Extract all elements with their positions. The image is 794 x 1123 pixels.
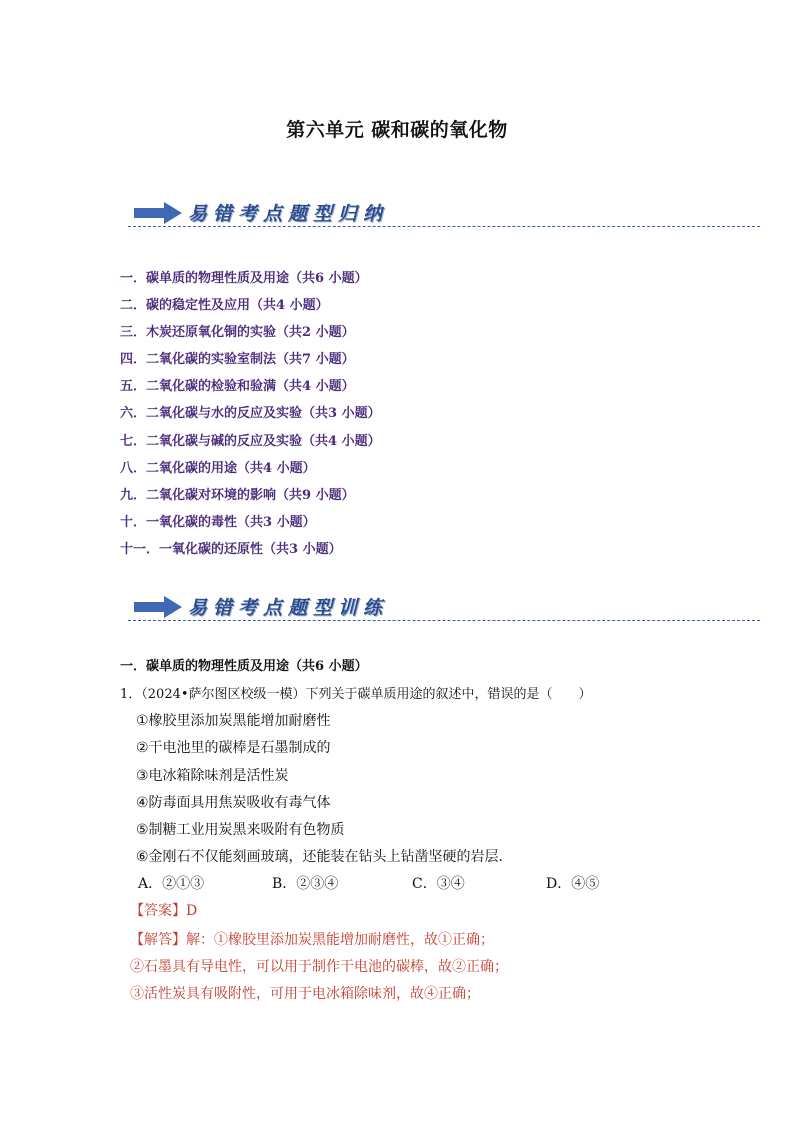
topic-item: 八．二氧化碳的用途（共4 小题） [120,460,316,476]
choice-b[interactable]: B．②③④ [272,876,339,892]
topic-item: 六．二氧化碳与水的反应及实验（共3 小题） [120,406,381,422]
statement-item: ⑤制糖工业用炭黑来吸附有色物质 [136,822,345,839]
topic-item: 四．二氧化碳的实验室制法（共7 小题） [120,352,355,368]
statement-item: ①橡胶里添加炭黑能增加耐磨性 [136,713,331,729]
topic-item: 十一．一氧化碳的还原性（共3 小题） [120,541,342,557]
section-banner-practice [128,590,760,630]
topic-item: 二．碳的稳定性及应用（共4 小题） [120,298,329,314]
statement-item: ③电冰箱除味剂是活性炭 [136,767,289,784]
dashed-divider [128,620,760,621]
statement-list [136,710,513,874]
arrow-right-icon [134,202,182,224]
topic-item: 七．二氧化碳与碱的反应及实验（共4 小题） [120,433,381,449]
choice-a[interactable]: A．②①③ [138,876,205,892]
topic-item: 三．木炭还原氧化铜的实验（共2 小题） [120,325,355,341]
explanation-line: 【解答】解：①橡胶里添加炭黑能增加耐磨性，故①正确； [130,932,494,948]
answer-label: 【答案】D [130,903,198,919]
topic-list [120,268,381,566]
statement-item: ②干电池里的碳棒是石墨制成的 [136,740,331,757]
dashed-divider [128,226,760,227]
choice-c[interactable]: C．③④ [412,876,465,892]
explanation-line: ②石墨具有导电性，可以用于制作干电池的碳棒，故②正确； [130,959,508,975]
banner-title: 易错考点题型训练 [188,597,389,619]
explanation-line: ③活性炭具有吸附性，可用于电冰箱除味剂，故④正确； [130,986,480,1002]
section-heading: 一．碳单质的物理性质及用途（共6 小题） [120,659,368,674]
topic-item: 十．一氧化碳的毒性（共3 小题） [120,514,316,530]
choice-d[interactable]: D．④⑤ [546,876,600,892]
question-stem: 1．（2024•萨尔图区校级一模）下列关于碳单质用途的叙述中，错误的是（ ） [120,687,592,702]
topic-item: 九．二氧化碳对环境的影响（共9 小题） [120,487,355,503]
page-title: 第六单元 碳和碳的氧化物 [286,119,508,141]
section-banner-summary [128,196,760,236]
statement-item: ④防毒面具用焦炭吸收有毒气体 [136,794,331,811]
banner-title: 易错考点题型归纳 [188,203,389,225]
topic-item: 一．碳单质的物理性质及用途（共6 小题） [120,271,368,286]
arrow-right-icon [134,596,182,618]
statement-item: ⑥金刚石不仅能刻画玻璃，还能装在钻头上钻凿坚硬的岩层． [136,849,513,866]
topic-item: 五．二氧化碳的检验和验满（共4 小题） [120,379,355,395]
